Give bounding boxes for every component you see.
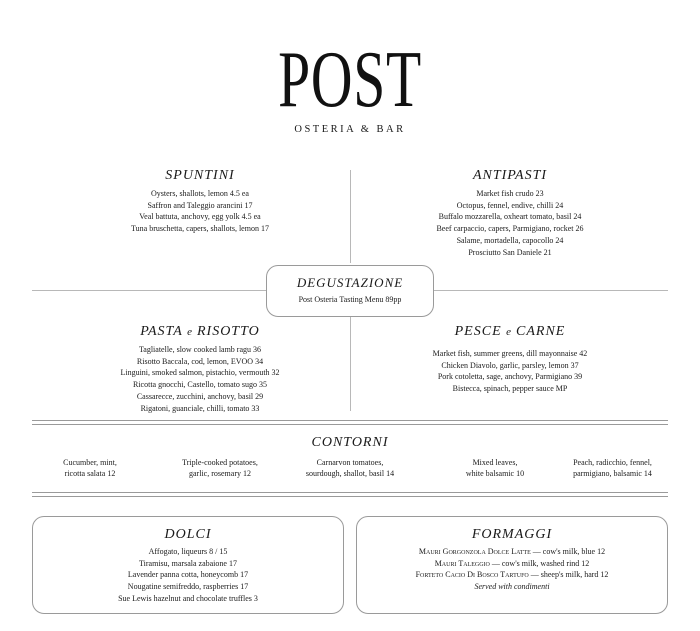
section-title: DEGUSTAZIONE [296, 275, 404, 290]
cheese-name: Mauri Gorgonzola Dolce Latte [418, 547, 531, 556]
contorno-item [440, 458, 550, 479]
divider-left [32, 290, 266, 291]
title-join: e [506, 326, 512, 338]
section-title: ANTIPASTI [472, 168, 548, 183]
formaggi-box [356, 516, 668, 614]
contorno-line: parmigiano, balsamic 14 [573, 468, 652, 478]
menu-item: Octopus, fennel, endive, chilli 24 [456, 200, 564, 210]
section-spuntini [95, 168, 305, 235]
menu-item [357, 546, 667, 558]
section-antipasti [405, 168, 615, 258]
center-divider-lower [350, 316, 351, 411]
contorno-item [40, 458, 140, 479]
contorni-bottom-rule [32, 492, 668, 497]
menu-item: Chicken Diavolo, garlic, parsley, lemon 37 [441, 360, 579, 370]
section-title [400, 324, 620, 340]
contorno-line: Mixed leaves, [472, 458, 518, 467]
contorno-line: Triple-cooked potatoes, [182, 458, 258, 467]
menu-item [357, 569, 667, 581]
menu-item: Salame, mortadella, capocollo 24 [456, 235, 564, 245]
contorno-line: Carnarvon tomatoes, [316, 458, 384, 467]
section-title-contorni: CONTORNI [311, 435, 389, 450]
menu-item: Pork cotoletta, sage, anchovy, Parmigiano 39 [437, 372, 583, 382]
pesce-list [400, 348, 620, 395]
brand-logo: POST [278, 36, 422, 124]
dolci-list [33, 546, 343, 605]
antipasti-list [405, 188, 615, 258]
menu-item: Affogato, liqueurs 8 / 15 [148, 547, 228, 556]
title-part: RISOTTO [196, 324, 260, 339]
contorno-line: garlic, rosemary 12 [189, 468, 251, 478]
contorno-item [555, 458, 670, 479]
section-title [85, 324, 315, 340]
menu-item: Lavender panna cotta, honeycomb 17 [127, 570, 249, 580]
menu-item: Tiramisu, marsala zabaione 17 [139, 558, 237, 568]
menu-item [357, 558, 667, 570]
menu-item: Veal battuta, anchovy, egg yolk 4.5 ea [139, 212, 261, 222]
menu-item: Prosciutto San Daniele 21 [468, 247, 552, 257]
dolci-box [32, 516, 344, 614]
contorno-line: sourdough, shallot, basil 14 [305, 468, 395, 478]
menu-item: Tuna bruschetta, capers, shallots, lemon 17 [131, 224, 269, 234]
menu-item: Rigatoni, guanciale, chilli, tomato 33 [140, 403, 260, 413]
contorno-line: white balsamic 10 [465, 468, 525, 478]
degustazione-box [266, 265, 434, 317]
formaggi-list [357, 546, 667, 593]
menu-item: Buffalo mozzarella, oxheart tomato, basil 24 [438, 212, 582, 222]
spuntini-list [95, 188, 305, 235]
cheese-desc: — cow's milk, blue 12 [530, 547, 606, 556]
formaggi-note: Served with condimenti [474, 582, 550, 592]
menu-item: Bistecca, spinach, pepper sauce MP [452, 384, 568, 394]
title-part: CARNE [516, 324, 566, 339]
cheese-desc: — cow's milk, washed rind 12 [489, 558, 590, 568]
contorno-item [155, 458, 285, 479]
menu-item: Oysters, shallots, lemon 4.5 ea [151, 189, 249, 198]
contorno-line: Cucumber, mint, [63, 458, 117, 467]
title-part: PASTA [140, 324, 183, 339]
section-title: DOLCI [164, 527, 212, 542]
menu-item: Post Osteria Tasting Menu 89pp [298, 295, 402, 304]
menu-item: Cassarecce, zucchini, anchovy, basil 29 [136, 391, 264, 401]
section-title: FORMAGGI [471, 527, 553, 542]
title-join: e [187, 326, 193, 338]
menu-item: Nougatine semifreddo, raspberries 17 [127, 582, 249, 592]
menu-item: Sue Lewis hazelnut and chocolate truffles 3 [118, 593, 258, 603]
menu-item: Market fish crudo 23 [476, 189, 544, 198]
cheese-name: Forteto Cacio Di Bosco Tartufo [415, 570, 529, 580]
contorni-top-rule [32, 420, 668, 425]
pasta-list [85, 344, 315, 414]
menu-item: Tagliatelle, slow cooked lamb ragu 36 [138, 345, 262, 354]
menu-item: Saffron and Taleggio arancini 17 [147, 200, 253, 210]
menu-item: Risotto Baccala, cod, lemon, EVOO 34 [136, 356, 264, 366]
menu-item: Ricotta gnocchi, Castello, tomato sugo 35 [133, 380, 267, 390]
contorno-line: Peach, radicchio, fennel, [573, 458, 652, 467]
menu-item: Beef carpaccio, capers, Parmigiano, rocket 26 [436, 224, 584, 234]
divider-right [434, 290, 668, 291]
menu-item: Linguini, smoked salmon, pistachio, vermouth 32 [120, 368, 280, 378]
cheese-desc: — sheep's milk, hard 12 [528, 570, 609, 580]
contorno-item [290, 458, 410, 479]
section-pasta-risotto [85, 324, 315, 414]
contorno-line: ricotta salata 12 [64, 468, 116, 478]
center-divider [350, 170, 351, 263]
cheese-name: Mauri Taleggio [434, 558, 490, 568]
section-title: SPUNTINI [165, 168, 235, 183]
tagline: OSTERIA & BAR [294, 124, 406, 135]
menu-item: Market fish, summer greens, dill mayonnaise 42 [432, 349, 588, 358]
title-part: PESCE [454, 324, 502, 339]
section-pesce-carne [400, 324, 620, 395]
